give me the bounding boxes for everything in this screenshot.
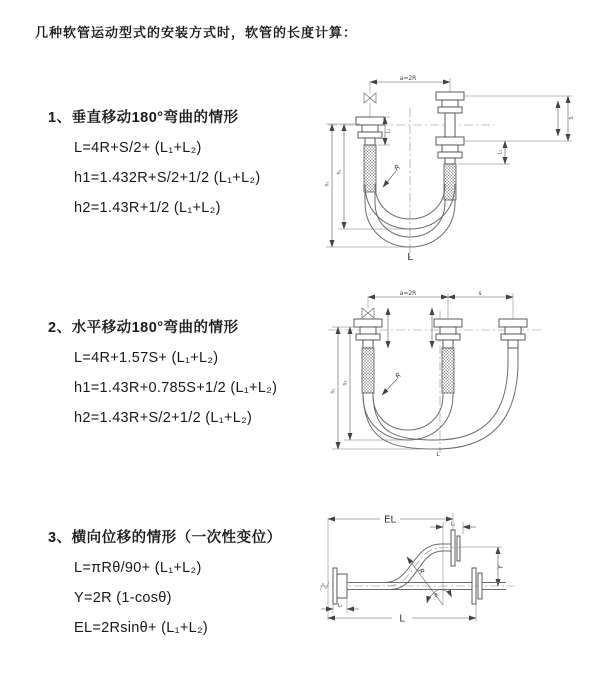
dim-label-s: s [478,290,482,297]
dim-label-h1: h₁ [330,388,337,394]
section-vertical-bend [48,106,261,229]
dim-label-l1-right: L₁ [497,149,504,155]
braided-hose-section [362,348,374,393]
formula-line: EL=2Rsinθ+ (L₁+L₂) [74,620,209,636]
dim-label-l1: L₁ [337,603,343,609]
dim-label-s: S [569,116,575,120]
section-lateral-displacement [48,526,282,649]
formula-line: Y=2R (1-cosθ) [74,590,172,606]
dimension-h1 [331,327,437,449]
dim-label-h2: h₂ [342,380,349,386]
dim-label-el: EL [384,514,396,526]
dimension-l [328,603,476,625]
valve-icon [362,297,374,318]
braided-hose-section [442,348,454,393]
dimension-h2 [343,327,409,440]
dimension-y [497,547,505,586]
dimension-l1-bottom [321,598,359,613]
left-flange [356,117,384,192]
dim-label-h1: h₁ [324,181,331,187]
section-2-heading: 2、水平移动180°弯曲的情形 [48,320,239,336]
dim-label-theta: θ [434,593,438,599]
dim-label-r: R [393,371,403,381]
page-title: 几种软管运动型式的安装方式时，软管的长度计算： [35,25,358,40]
formula-line: h2=1.43R+S/2+1/2 (L₁+L₂) [74,410,253,426]
valve-icon [364,82,376,117]
formula-line: h1=1.43R+0.785S+1/2 (L₁+L₂) [74,380,278,396]
radius-leader [383,163,402,187]
dim-label-a2r: a=2R [399,75,417,82]
radius-leader [382,371,403,395]
dim-label-l1: L₁ [450,521,456,528]
dim-label-l1: L₁ [385,128,392,134]
diagram-vertical-bend [312,72,577,264]
dimension-a2r [370,75,450,92]
diagram-horizontal-bend [308,283,556,458]
formula-line: h2=1.43R+1/2 (L₁+L₂) [74,200,221,216]
section-1-heading: 1、垂直移动180°弯曲的情形 [48,110,239,126]
dim-label-y: Y [496,564,505,570]
formula-line: L=4R+1.57S+ (L₁+L₂) [74,350,219,366]
section-2-formulas [48,349,277,427]
dimension-s [448,290,513,319]
dim-label-a2r: a=2R [399,290,417,297]
diagram-lateral-displacement [300,500,600,645]
braided-hose-section [364,145,376,192]
upper-flange [451,530,502,566]
flange-right-position [499,319,527,361]
dimension-a2r [368,290,448,297]
dim-label-r: R [416,567,426,576]
right-flange-positions [436,92,464,200]
radius-construction [407,557,452,605]
dim-label-r: R [392,163,402,173]
hose-u-curves [363,361,518,449]
section-3-heading: 3、横向位移的情形（一次性变位） [48,530,282,546]
dim-label-h2: h₂ [336,169,343,175]
section-3-formulas [48,559,282,637]
section-1-formulas [48,139,261,217]
formula-line: h1=1.432R+S/2+1/2 (L₁+L₂) [74,170,261,186]
dim-label-l: L [436,451,440,458]
formula-line: L=4R+S/2+ (L₁+L₂) [74,140,202,156]
dimension-s [458,96,575,164]
section-horizontal-bend [48,316,277,439]
formula-line: L=πRθ/90+ (L₁+L₂) [74,560,202,576]
centerlines [328,108,494,258]
dim-label-l: L [407,252,413,263]
dim-label-l: L [399,613,405,625]
small-dimension-markers [388,308,432,348]
